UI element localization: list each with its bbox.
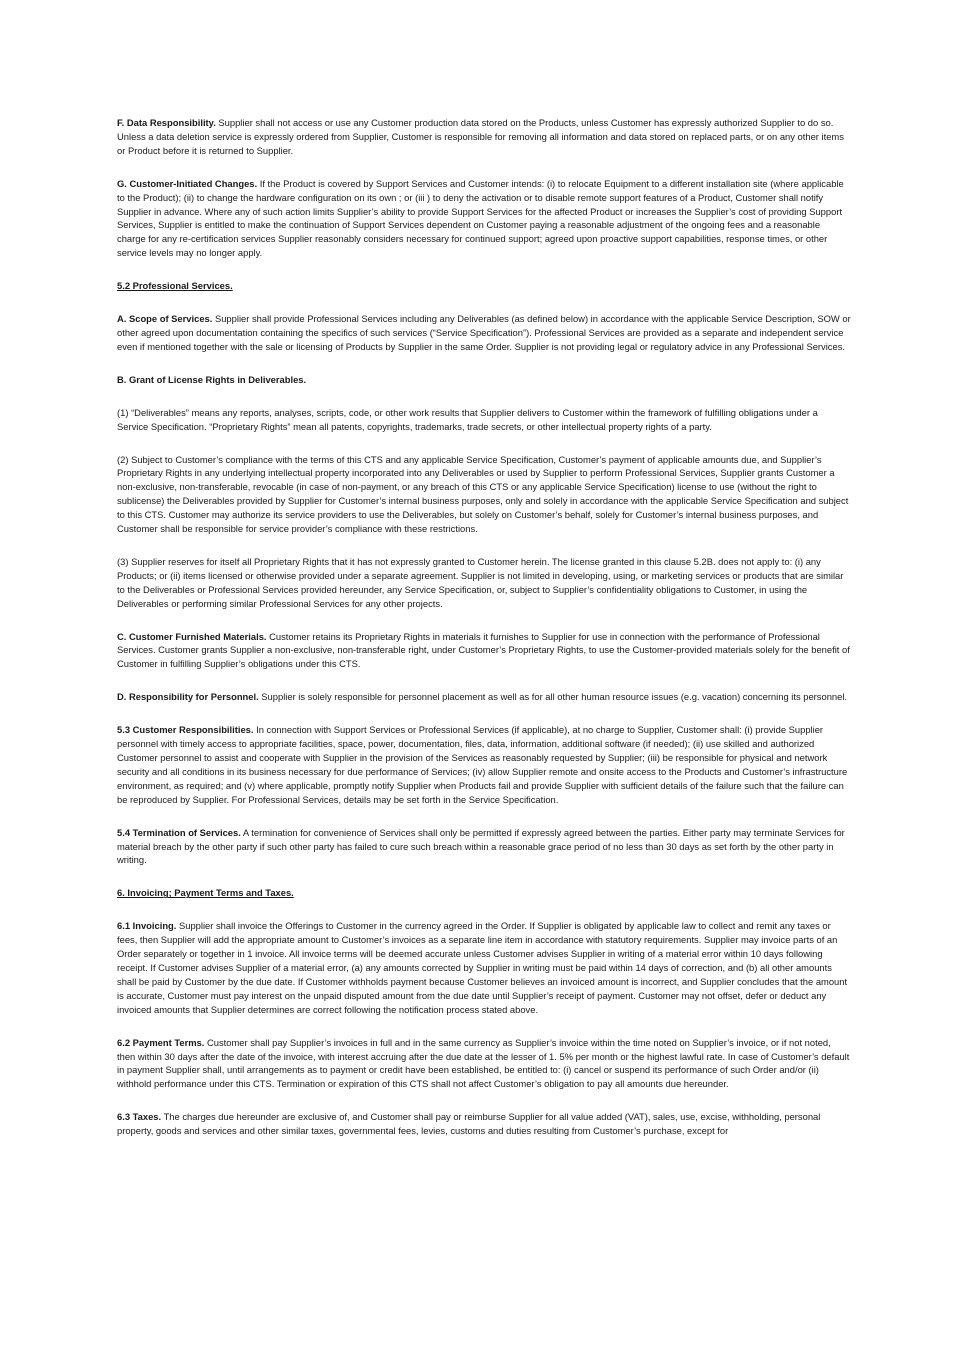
clause-heading: F. Data Responsibility. (117, 117, 216, 128)
clause-b-grant-of-license-heading: B. Grant of License Rights in Deliverables. (117, 373, 307, 385)
clause-text: The charges due hereunder are exclusive of, and Customer shall pay or reimburse Supplier for all value added (VAT), sales, use, excise, withholding, personal property, goods and services and other similar taxes, governmental fees, levies, customs and duties resulting from Customer’s purchase, except for (117, 1111, 821, 1137)
clause-text: Customer retains its Proprietary Rights in materials it furnishes to Supplier for use in connection with the performance of Professional Services. Customer grants Supplier a non-exclusive, non-transferable right, under Customer’s Proprietary Rights, to use the Customer-provided materials solely for the benefit of Customer in fulfilling Supplier’s obligations under this CTS. (117, 630, 850, 670)
section-heading-invoicing: 6. Invoicing; Payment Terms and Taxes. (117, 887, 294, 899)
clause-5-3-customer-responsibilities (117, 723, 851, 806)
clause-text: Supplier shall provide Professional Services including any Deliverables (as defined below) in accordance with the applicable Service Description, SOW or other agreed upon documentation containing the specifics of such services (“Service Specification”). Professional Services are provided as a separate and independent service even if mentioned together with the sale or licensing of Products by Supplier in the same Order. Supplier is not providing legal or regulatory advice in any Professional Services. (117, 313, 851, 352)
clause-text: (3) Supplier reserves for itself all Proprietary Rights that it has not expressly granted to Customer herein. The license granted in this clause 5.2B. does not apply to: (i) any Products; or (ii) items licensed or otherwise provided under a separate agreement. Supplier is not limited in developing, using, or marketing services or products that are similar to the Deliverables or Professional Services provided hereunder, any Service Specification, or, subject to Supplier’s confidentiality obligations to Customer, in using the Deliverables or performing similar Professional Services for any other projects. (117, 555, 844, 609)
clause-6-3-taxes (117, 1110, 851, 1138)
clause-6-1-invoicing (117, 919, 851, 1016)
clause-heading: D. Responsibility for Personnel. (117, 691, 259, 703)
clause-b1-deliverables-definition (117, 406, 851, 434)
clause-g-customer-initiated-changes (117, 177, 851, 260)
clause-f-data-responsibility (117, 116, 851, 158)
clause-d-responsibility-for-personnel (117, 690, 851, 704)
clause-b3-reserved-rights (117, 555, 851, 611)
section-heading-professional-services: 5.2 Professional Services. (117, 280, 233, 292)
clause-heading: 6.3 Taxes. (117, 1111, 162, 1123)
clause-b2-license-grant (117, 453, 851, 536)
clause-heading: 5.3 Customer Responsibilities. (117, 724, 254, 736)
clause-text: A termination for convenience of Services shall only be permitted if expressly agreed between the parties. Either party may terminate Services for material breach by the other party if such other party has failed to cure such breach within a reasonable grace period of no less than 30 days as set forth by the other party in writing. (117, 826, 845, 866)
clause-text: (1) “Deliverables” means any reports, analyses, scripts, code, or other work results that Supplier delivers to Customer within the framework of fulfilling obligations under a Service Specification. “Proprietary Rights” mean all patents, copyrights, trademarks, trade secrets, or other intellectual property rights of a party. (117, 406, 818, 432)
clause-heading: 6.2 Payment Terms. (117, 1036, 205, 1048)
clause-text: Supplier is solely responsible for personnel placement as well as for all other human resource issues (e.g. vacation) concerning its personnel. (258, 691, 848, 703)
clause-text: Supplier shall invoice the Offerings to Customer in the currency agreed in the Order. If Supplier is obligated by applicable law to collect and remit any taxes or fees, then Supplier will add the appropriate amount to Customer’s invoices as a separate line item in accordance with statutory requirements. Supplier may invoice parts of an Order separately or together in 1 invoice. All invoice terms will be deemed accurate unless Customer advises Supplier in writing of a material error within 10 days following receipt. If Customer advises Supplier of a material error, (a) any amounts corrected by Supplier in writing must be paid within 14 days of correction, and (b) all other amounts shall be paid by Customer by the due date. If Customer withholds payment because Customer believes an invoiced amount is incorrect, and Supplier concludes that the amount is accurate, Customer must pay interest on the unpaid disputed amount from the due date until Supplier’s receipt of payment. Customer may not offset, defer or deduct any invoiced amounts that Supplier determines are correct following the notification process stated above. (117, 920, 848, 1015)
clause-6-2-payment-terms (117, 1036, 851, 1092)
clause-heading: 5.4 Termination of Services. (117, 826, 241, 838)
clause-heading: A. Scope of Services. (117, 313, 213, 325)
clause-text: Customer shall pay Supplier’s invoices in full and in the same currency as Supplier’s invoice within the time noted on Supplier’s invoice, or if not noted, then within 30 days after the date of the invoice, with interest accruing after the due date at the lesser of 1. 5% per month or the highest lawful rate. In case of Customer’s default in payment Supplier shall, until arrangements as to payment or credit have been established, be entitled to: (i) cancel or suspend its performance of such Order and/or (ii) withhold performance under this CTS. Termination or expiration of this CTS shall not affect Customer’s obligation to pay all amounts due hereunder. (117, 1036, 850, 1090)
clause-5-4-termination-of-services (117, 826, 851, 868)
clause-heading: 6.1 Invoicing. (117, 920, 177, 932)
clause-text: In connection with Support Services or Professional Services (if applicable), at no charge to Supplier, Customer shall: (i) provide Supplier personnel with timely access to appropriate facilities, space, power, documentation, files, data, information, additional software (if needed); (ii) use skilled and authorized Customer personnel to assist and cooperate with Supplier in the provision of the Services as reasonably requested by Supplier; (iii) be responsible for physical and network security and all conditions in its business necessary for due performance of Services; (iv) allow Supplier remote and onsite access to the Products and Customer’s infrastructure environment, as required; and (v) where applicable, promptly notify Supplier when Products fail and provide Supplier with sufficient details of the failure such that the failure can be reproduced by Supplier. For Professional Services, details may be set forth in the Service Specification. (117, 724, 848, 805)
clause-c-customer-furnished-materials (117, 630, 851, 672)
clause-heading: G. Customer-Initiated Changes. (117, 177, 258, 189)
clause-text: (2) Subject to Customer’s compliance with the terms of this CTS and any applicable Service Specification, Customer’s payment of applicable amounts due, and Supplier’s Proprietary Rights in any underlying intellectual property incorporated into any Deliverables or used by Supplier to perform Professional Services, Supplier grants Customer a non-exclusive, non-transferable, revocable (in case of non-payment, or any breach of this CTS or any applicable Service Specification) license to use (without the right to sublicense) the Deliverables provided by Supplier for Customer’s internal business purposes, only and solely in accordance with the applicable Service Specification and subject to this CTS. Customer may authorize its service providers to use the Deliverables, but solely on Customer’s behalf, solely for Customer’s internal business purposes, and Customer shall be responsible for service provider’s compliance with these restrictions. (117, 453, 849, 535)
clause-heading: C. Customer Furnished Materials. (117, 630, 267, 642)
clause-a-scope-of-services (117, 312, 851, 354)
clause-text: If the Product is covered by Support Services and Customer intends: (i) to relocate Equipment to a different installation site (where applicable to the Product); (ii) to change the hardware configuration on its own ; or (iii ) to deny the activation or to disable remote support features of a Product, Customer shall notify Supplier in advance. Where any of such action limits Supplier’s ability to provide Support Services for the affected Product or increases the Supplier’s cost of providing Support Services, Supplier is entitled to make the continuation of Support Services dependent on Customer paying a reasonable adjustment of the ongoing fees and a reasonable charge for any re-certification services Supplier reasonably considers necessary for continued support; agreed upon proactive support capabilities, response times, or other service levels may no longer apply. (117, 177, 844, 259)
document-page (117, 116, 851, 1157)
clause-text: Supplier shall not access or use any Customer production data stored on the Products, unless Customer has expressly authorized Supplier to do so. Unless a data deletion service is expressly ordered from Supplier, Customer is responsible for removing all information and data stored on replaced parts, or on any other items or Product before it is returned to Supplier. (117, 117, 844, 156)
